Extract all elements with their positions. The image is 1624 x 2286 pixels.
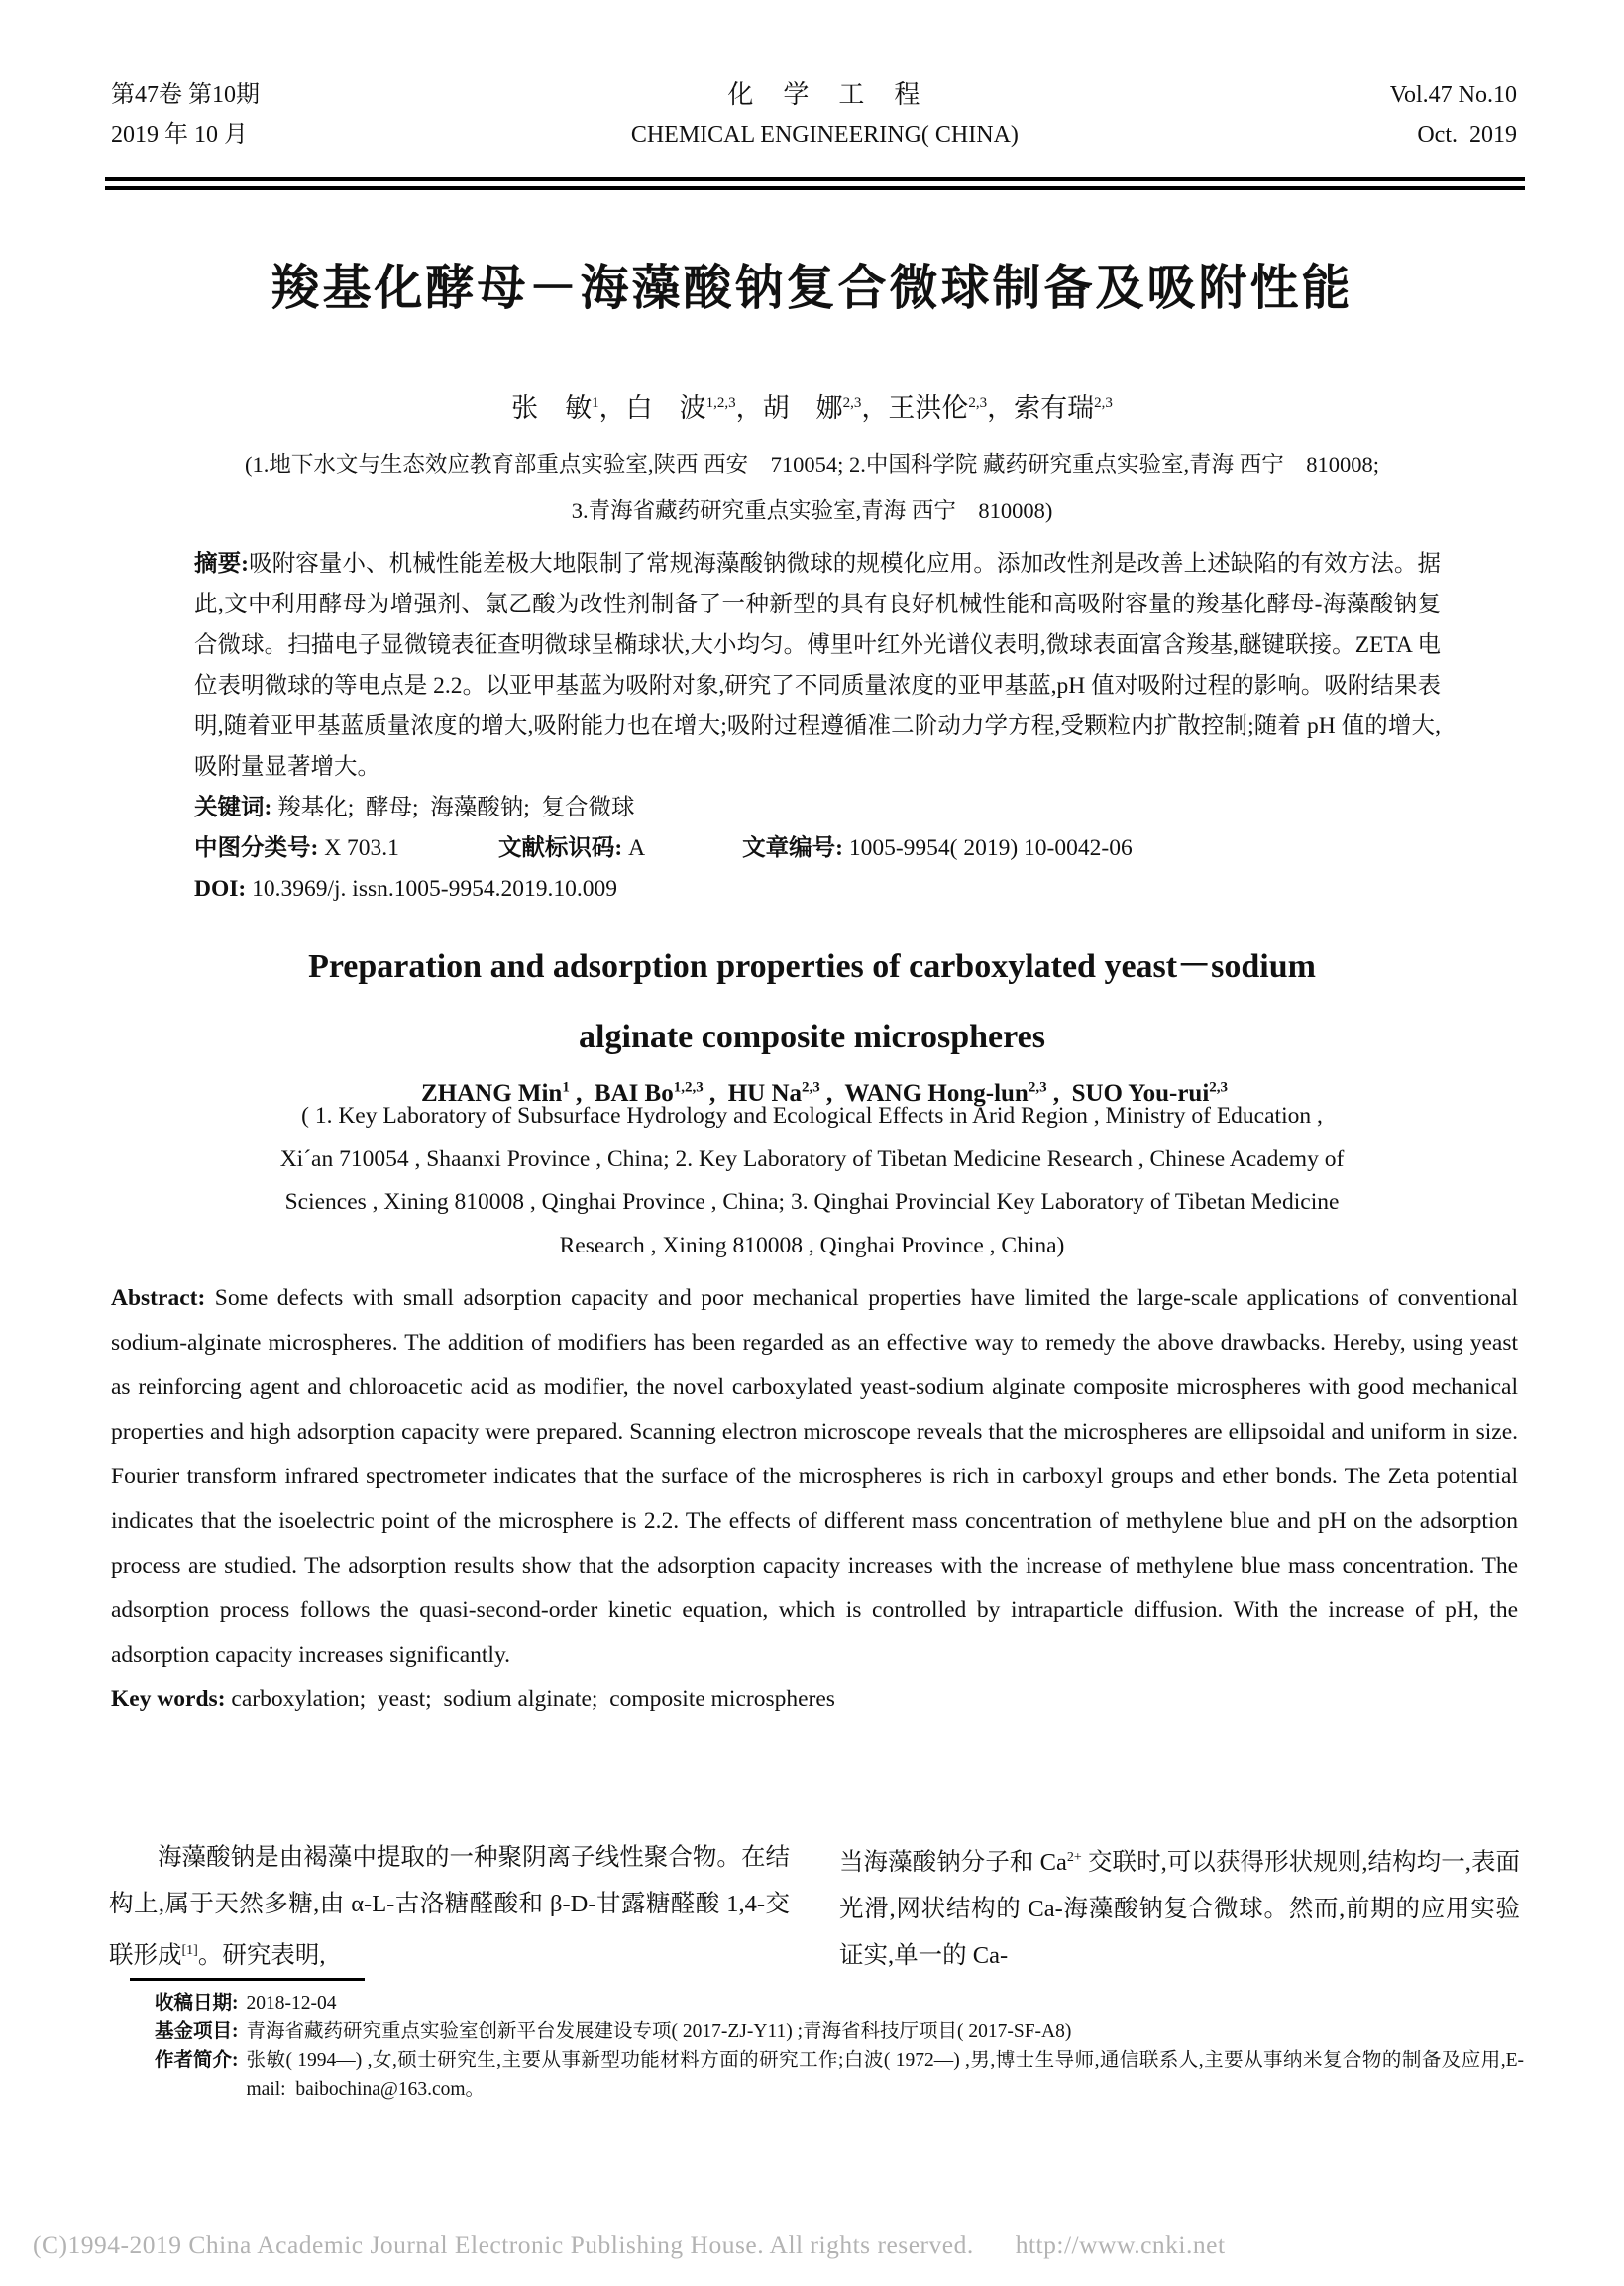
abstract-en: Abstract: Some defects with small adsorption capacity and poor mechanical properties have limited the large-scale applications of conventional sodium-alginate microspheres. The addition of modifiers has been regarded as an effective way to remedy the above drawbacks. Hereby, using yeast as reinforcing agent and chloroacetic acid as modifier, the novel carboxylated yeast-sodium alginate composite microspheres with good mechanical properties and high adsorption capacity were prepared. Scanning electron microscope reveals that the microspheres are ellipsoidal and uniform in size. Fourier transform infrared spectrometer indicates that the surface of the microspheres is rich in carboxyl groups and ether bonds. The Zeta potential indicates that the isoelectric point of the microsphere is 2.2. The effects of different mass concentration of methylene blue and pH on the adsorption process are studied. The adsorption results show that the adsorption capacity increases with the increase of methylene blue mass concentration. The adsorption process follows the quasi-second-order kinetic equation, which is controlled by intraparticle diffusion. With the increase of pH, the adsorption capacity increases significantly. [111,1285,1519,1668]
author-zh: 张 敏$^1$， [511,393,626,423]
doc-code: 文献标识码: A [497,835,646,861]
abstract-en-label: Abstract: [111,1285,206,1311]
article-id: 文章编号: 1005-9954( 2019) 10-0042-06 [742,835,1133,861]
date-en: Oct. 2019 [1417,122,1517,148]
chinese-abstract-block [194,544,1441,910]
journal-header [111,75,1517,155]
abstract-zh-label: 摘要: [194,551,250,577]
author-zh: 白 波$^{1,2,3}$， [625,393,763,423]
abstract-zh: 摘要:吸附容量小、机械性能差极大地限制了常规海藻酸钠微球的规模化应用。添加改性剂是改善上述缺陷的有效方法。据此,文中利用酵母为增强剂、氯乙酸为改性剂制备了一种新型的具有良好机械性能和高吸附容量的羧基化酵母-海藻酸钠复合微球。扫描电子显微镜表征查明微球呈椭球状,大小均匀。傅里叶红外光谱仪表明,微球表面富含羧基,醚键联接。ZETA 电位表明微球的等电点是 2.2。以亚甲基蓝为吸附对象,研究了不同质量浓度的亚甲基蓝,pH 值对吸附过程的影响。吸附结果表明,随着亚甲基蓝质量浓度的增大,吸附能力也在增大;吸附过程遵循准二阶动力学方程,受颗粒内扩散控制;随着 pH 值的增大,吸附量显著增大。 [194,551,1442,780]
body-columns [109,1834,1520,1979]
authors-zh [0,386,1624,425]
author-en: ZHANG Min$^1$ , [420,1080,595,1108]
fund-project-row: 基金项目: 青海省藏药研究重点实验室创新平台发展建设专项( 2017-ZJ-Y11) ;青海省科技厅项目( 2017-SF-A8) [155,2021,1072,2042]
author-en: HU Na$^{2,3}$ , [727,1080,845,1108]
volume-issue: 第47卷 第10期 [111,82,260,108]
english-abstract-block [111,1276,1518,1722]
doi-line: DOI: 10.3969/j. issn.1005-9954.2019.10.009 [194,876,617,902]
body-left-paragraph: 海藻酸钠是由褐藻中提取的一种聚阴离子线性聚合物。在结构上,属于天然多糖,由 α-L-古洛糖醛酸和 β-D-甘露糖醛酸 1,4-交联形成[1]。研究表明, [109,1844,790,1970]
body-right-paragraph: 当海藻酸钠分子和 $Ca^{2+}$ 交联时,可以获得形状规则,结构均一,表面光滑,网状结构的 Ca-海藻酸钠复合微球。然而,前期的应用实验证实,单一的 Ca- [839,1849,1521,1970]
volume-en: Vol.47 No.10 [1389,82,1517,108]
citation-ref: [1] [181,1943,198,1958]
author-en: SUO You-rui$^{2,3}$ [1071,1080,1229,1108]
copyright-text: (C)1994-2019 China Academic Journal Electronic Publishing House. All rights reserved. [33,2231,974,2259]
affiliations-zh [0,441,1624,534]
author-zh: 索有瑞$^{2,3}$ [1014,393,1113,423]
journal-title-en: CHEMICAL ENGINEERING( CHINA) [630,122,1019,148]
article-title-en: Preparation and adsorption properties of carboxylated yeast－sodium alginate composite microspheres [308,948,1316,1055]
date-cn: 2019 年 10 月 [111,122,248,148]
header-left [111,75,260,155]
author-zh: 胡 娜$^{2,3}$， [762,393,889,423]
author-en: BAI Bo$^{1,2,3}$ , [594,1080,728,1108]
affil-zh-line: 3.青海省藏药研究重点实验室,青海 西宁 810008) [571,498,1053,523]
author-zh: 王洪伦$^{2,3}$， [888,393,1015,423]
affiliations-en [0,1095,1624,1267]
header-center [631,75,1019,155]
keywords-zh: 关键词: 羧基化; 酵母; 海藻酸钠; 复合微球 [194,795,635,820]
cnki-watermark [33,2231,1594,2260]
journal-title-cn: 化 学 工 程 [727,80,922,109]
header-right [1390,75,1517,155]
article-title-zh: 羧基化酵母－海藻酸钠复合微球制备及吸附性能 [271,261,1353,315]
affil-zh-line: (1.地下水文与生态效应教育部重点实验室,陕西 西安 710054; 2.中国科学院 藏药研究重点实验室,青海 西宁 810008; [245,452,1379,477]
affil-en-line: ( 1. Key Laboratory of Subsurface Hydrology and Ecological Effects in Arid Region , Ministry of Education , [301,1103,1323,1129]
author-en: WANG Hong-lun$^{2,3}$ , [844,1080,1072,1108]
body-left-column [109,1834,790,1979]
footnotes [155,1989,1524,2104]
superscript-ca: 2+ [1066,1850,1082,1865]
classification-line [194,828,1441,869]
keywords-en: Key words: carboxylation; yeast; sodium alginate; composite microspheres [111,1687,835,1712]
affil-en-line: Xi´an 710054 , Shaanxi Province , China; 2. Key Laboratory of Tibetan Medicine Research , Chinese Academy of [279,1145,1345,1172]
header-divider [105,177,1525,190]
author-bio-row: 作者简介: 张敏( 1994—) ,女,硕士研究生,主要从事新型功能材料方面的研究工作;白波( 1972—) ,男,博士生导师,通信联系人,主要从事纳米复合物的制备及应用,E-mail: baibochina@163.com。 [155,2050,1524,2100]
received-date-row: 收稿日期: 2018-12-04 [155,1993,337,2014]
affil-en-line: Research , Xining 810008 , Qinghai Province , China) [559,1232,1065,1258]
footnote-divider [130,1978,365,1981]
body-right-column [839,1834,1520,1979]
affil-en-line: Sciences , Xining 810008 , Qinghai Province , China; 3. Qinghai Provincial Key Laboratory of Tibetan Medicine [284,1189,1340,1215]
clc: 中图分类号: X 703.1 [194,835,399,861]
cnki-url: http://www.cnki.net [1015,2231,1226,2259]
